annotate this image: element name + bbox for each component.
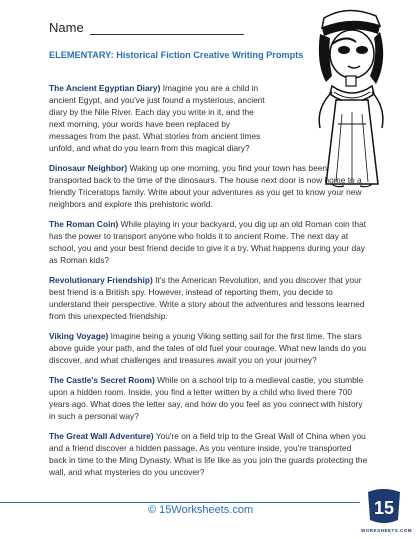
prompt-item [49, 274, 371, 322]
prompt-text: You're on a field trip to the Great Wall of China when you and a friend discover a hidden passage. As you venture inside, you're transported back in time to the Ming Dynasty. What is life like as you join the guards protecting the wall, and what mysteries do you uncover? [49, 431, 368, 477]
name-label: Name [49, 20, 84, 35]
prompt-text: While on a school trip to a medieval castle, you stumble upon a hidden room. Inside, you find a letter written by a child who lived there 700 years ago. What does the letter say, and how do you feel as you connect with history in such a personal way? [49, 375, 364, 421]
prompt-list [49, 82, 371, 486]
prompt-item [49, 430, 371, 478]
prompt-item [49, 218, 371, 266]
name-blank-line [90, 22, 244, 35]
prompt-title: Revolutionary Friendship) [49, 275, 153, 285]
prompt-item [49, 82, 267, 154]
prompt-text: While playing in your backyard, you dig up an old Roman coin that has the power to transport anyone who holds it to ancient Rome. The next day at school, you and your best friend decide to give it a try. What happens during your day as Roman kids? [49, 219, 366, 265]
prompt-item [49, 162, 371, 210]
prompt-title: The Great Wall Adventure) [49, 431, 154, 441]
prompt-item [49, 330, 371, 366]
prompt-title: The Roman Coin) [49, 219, 119, 229]
prompt-title: The Castle's Secret Room) [49, 375, 155, 385]
prompt-title: The Ancient Egyptian Diary) [49, 83, 161, 93]
logo-wordmark: WORKSHEETS.COM [361, 528, 413, 533]
prompt-text: Waking up one morning, you find your town has been transported back to the time of the dinosaurs. The house next door is now home to a friendly Triceratops family. Write about your adventures as you get to know your new neighbors and explore this prehistoric world. [49, 163, 362, 209]
name-field [49, 20, 244, 35]
copyright-link[interactable]: © 15Worksheets.com [148, 504, 254, 516]
prompt-text: Imagine being a young Viking setting sail for the first time. The stars above guide your path, and the tales of old fuel your courage. What new lands do you discover, and what challenges and treasures await you on your journey? [49, 331, 367, 365]
prompt-item [49, 374, 371, 422]
footer-divider [0, 502, 360, 503]
prompt-title: Dinosaur Neighbor) [49, 163, 128, 173]
prompt-text: Imagine you are a child in ancient Egypt, and you've just found a mysterious, ancient diary by the Nile River. Each day you write in it, and the next morning, your words have been replaced by messages from the past. What stories from ancient times unfold, and what do you learn from this magical diary? [49, 83, 265, 153]
worksheets-logo-icon [364, 486, 404, 530]
worksheet-subtitle: ELEMENTARY: Historical Fiction Creative Writing Prompts [49, 50, 304, 60]
logo-number: 15 [373, 498, 395, 518]
prompt-title: Viking Voyage) [49, 331, 109, 341]
prompt-text: It's the American Revolution, and you discover that your best friend is a British spy. However, instead of reporting them, you decide to understand their perspective. Write a story about the adventures and lessons learned from this unexpected friendship. [49, 275, 365, 321]
